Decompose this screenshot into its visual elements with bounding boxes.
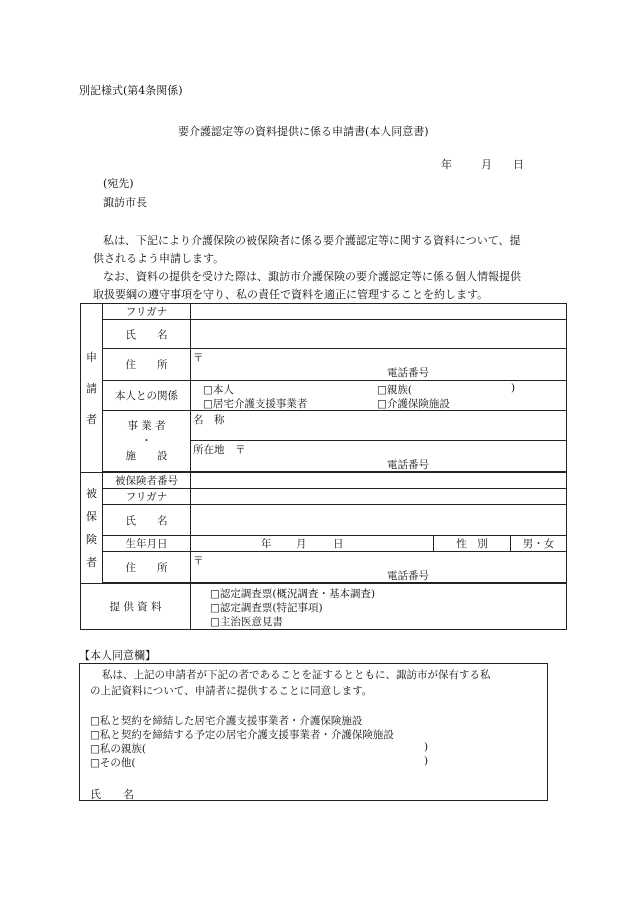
page-title: 要介護認定等の資料提供に係る申請書(本人同意書) bbox=[178, 125, 429, 138]
consent-text-line2: の上記資料について、申請者に提供することに同意します。 bbox=[90, 685, 373, 697]
form-id: 別記様式(第4条関係) bbox=[79, 84, 183, 97]
application-table bbox=[80, 303, 567, 630]
applicant-furigana-label: フリガナ bbox=[103, 304, 191, 320]
consent-option-contracted[interactable]: □私と契約を締結した居宅介護支援事業者・介護保険施設 bbox=[90, 715, 363, 727]
applicant-name-label: 氏 名 bbox=[103, 320, 191, 349]
applicant-address-label: 住 所 bbox=[103, 349, 191, 381]
facility-address-label: 所在地 〒 bbox=[193, 444, 246, 456]
birth-year: 年 bbox=[261, 538, 272, 550]
consent-other-close: ) bbox=[424, 755, 429, 767]
sex-field[interactable]: 男・女 bbox=[511, 536, 567, 552]
insured-number-label: 被保険者番号 bbox=[103, 473, 191, 489]
relation-family-close: ) bbox=[511, 382, 516, 394]
consent-heading: 【本人同意欄】 bbox=[79, 649, 156, 662]
facility-name-label: 名 称 bbox=[193, 414, 225, 426]
para2-line2: 取扱要綱の遵守事項を守り、私の責任で資料を適正に管理することを約します。 bbox=[93, 288, 489, 301]
insured-address-label: 住 所 bbox=[103, 552, 191, 583]
relation-facility-checkbox[interactable]: □介護保険施設 bbox=[377, 398, 450, 410]
relation-self-checkbox[interactable]: □本人 bbox=[203, 384, 234, 396]
applicant-section-label: 申 請 者 bbox=[81, 304, 103, 473]
consent-text-line1: 私は、上記の申請者が下記の者であることを証するとともに、諏訪市が保有する私 bbox=[102, 669, 491, 681]
birth-field[interactable] bbox=[191, 536, 434, 552]
para1-line1: 私は、下記により介護保険の被保険者に係る要介護認定等に関する資料について、提 bbox=[103, 234, 521, 247]
relation-label: 本人との関係 bbox=[103, 381, 191, 411]
insured-furigana-field[interactable] bbox=[191, 489, 567, 505]
para2-line1: なお、資料の提供を受けた際は、諏訪市介護保険の要介護認定等に係る個人情報提供 bbox=[103, 270, 521, 283]
date-month: 月 bbox=[481, 158, 492, 171]
applicant-postal-mark: 〒 bbox=[193, 352, 204, 364]
insured-name-label: 氏 名 bbox=[103, 505, 191, 536]
facility-name-field[interactable] bbox=[191, 411, 567, 441]
consent-signature-label: 氏 名 bbox=[90, 788, 134, 801]
applicant-furigana-field[interactable] bbox=[191, 304, 567, 320]
consent-box bbox=[79, 663, 548, 801]
sex-label: 性 別 bbox=[434, 536, 511, 552]
consent-option-family[interactable]: □私の親族( bbox=[90, 743, 147, 755]
insured-section-label: 被 保 険 者 bbox=[81, 473, 103, 584]
birth-month: 月 bbox=[296, 538, 307, 550]
date-day: 日 bbox=[513, 158, 524, 171]
applicant-address-field[interactable] bbox=[191, 349, 567, 381]
consent-option-other[interactable]: □その他( bbox=[90, 757, 136, 769]
birth-label: 生年月日 bbox=[103, 536, 191, 552]
material-survey-basic-checkbox[interactable]: □認定調査票(概況調査・基本調査) bbox=[210, 588, 376, 600]
applicant-phone-label: 電話番号 bbox=[387, 367, 429, 379]
relation-care-support-checkbox[interactable]: □居宅介護支援事業者 bbox=[203, 398, 308, 410]
addressee: 諏訪市長 bbox=[103, 196, 147, 209]
insured-number-field[interactable] bbox=[191, 473, 567, 489]
addressee-label: (宛先) bbox=[103, 177, 134, 190]
insured-name-field[interactable] bbox=[191, 505, 567, 536]
facility-label: 事 業 者 ・ 施 設 bbox=[103, 411, 191, 472]
birth-day: 日 bbox=[333, 538, 344, 550]
date-year: 年 bbox=[441, 158, 452, 171]
relation-family-checkbox[interactable]: □親族( bbox=[377, 384, 413, 396]
materials-label: 提 供 資 料 bbox=[81, 584, 191, 630]
para1-line2: 供されるよう申請します。 bbox=[93, 252, 225, 265]
relation-options bbox=[191, 381, 567, 411]
applicant-name-field[interactable] bbox=[191, 320, 567, 349]
insured-postal-mark: 〒 bbox=[193, 555, 204, 567]
material-doctor-opinion-checkbox[interactable]: □主治医意見書 bbox=[210, 616, 283, 628]
insured-phone-label: 電話番号 bbox=[387, 570, 429, 582]
consent-family-close: ) bbox=[424, 741, 429, 753]
insured-address-field[interactable] bbox=[191, 552, 567, 583]
facility-address-field[interactable] bbox=[191, 441, 567, 472]
consent-option-planned[interactable]: □私と契約を締結する予定の居宅介護支援事業者・介護保険施設 bbox=[90, 729, 394, 741]
insured-furigana-label: フリガナ bbox=[103, 489, 191, 505]
material-survey-special-checkbox[interactable]: □認定調査票(特記事項) bbox=[210, 602, 323, 614]
facility-phone-label: 電話番号 bbox=[387, 459, 429, 471]
materials-options bbox=[191, 584, 567, 630]
